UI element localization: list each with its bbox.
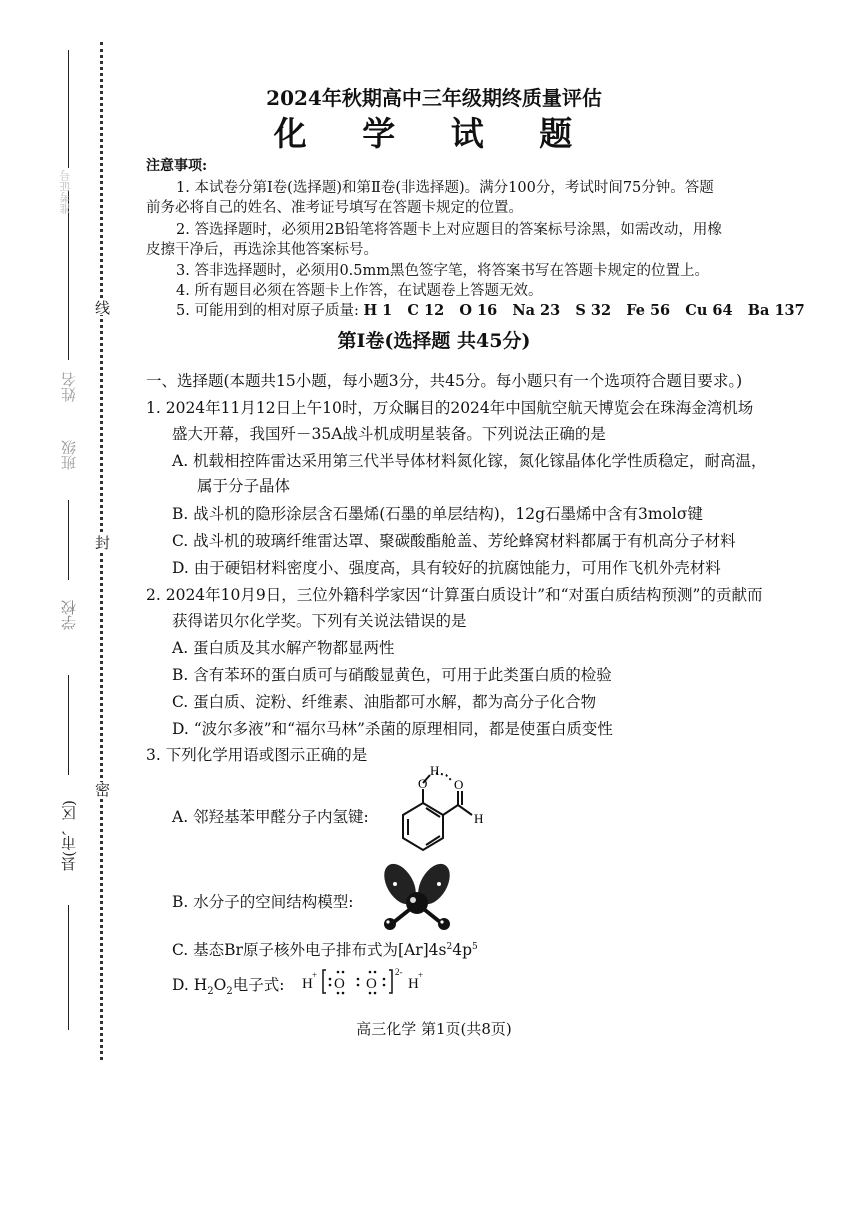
margin-line xyxy=(68,905,69,1030)
notice-item: 2. 答选择题时，必须用2B铅笔将答题卡上对应题目的答案标号涂黑，如需改动，用橡 xyxy=(176,222,722,238)
q3-d-text: 电子式: xyxy=(232,976,285,994)
notice-item: 4. 所有题目必须在答题卡上作答，在试题卷上答题无效。 xyxy=(176,283,543,299)
q1-option-b: B. 战斗机的隐形涂层含石墨烯(石墨的单层结构)，12g石墨烯中含有3molσ键 xyxy=(172,505,703,523)
q3-c-text: C. 基态Br原子核外电子排布式为[Ar]4s xyxy=(172,941,447,959)
notice-item: 1. 本试卷分第Ⅰ卷(选择题)和第Ⅱ卷(非选择题)。满分100分，考试时间75分钟。答题 xyxy=(176,180,714,196)
q3-option-c xyxy=(172,938,478,960)
q3-option-a: A. 邻羟基苯甲醛分子内氢键: xyxy=(172,808,369,826)
atom-o-carbonyl: O xyxy=(454,777,464,792)
field-school: 学校 xyxy=(60,600,78,630)
margin-line xyxy=(68,500,69,580)
field-county: 县(市、区) xyxy=(60,800,78,872)
atom-h-hydroxyl: H xyxy=(430,763,440,778)
q2-stem: 2. 2024年10月9日，三位外籍科学家因“计算蛋白质设计”和“对蛋白质结构预测”的贡献而 xyxy=(146,586,763,604)
seal-mi-char: 密 xyxy=(93,782,111,797)
plus-right: + xyxy=(418,970,424,980)
masses-values: H 1 C 12 O 16 Na 23 S 32 Fe 56 Cu 64 Ba 137 xyxy=(363,302,805,319)
h-left: H xyxy=(302,976,313,992)
q1-stem: 盛大开幕，我国歼－35A战斗机成明星装备。下列说法正确的是 xyxy=(172,425,606,443)
charge: 2- xyxy=(395,967,403,977)
o-left: O xyxy=(334,976,345,992)
q3-option-b: B. 水分子的空间结构模型: xyxy=(172,893,354,911)
q3-c-sup: 2 xyxy=(446,941,453,952)
bracket-right xyxy=(389,970,392,993)
q1-option-a: 属于分子晶体 xyxy=(197,477,291,495)
q2-option-a: A. 蛋白质及其水解产物都显两性 xyxy=(172,639,395,657)
exam-subtitle: 2024年秋期高中三年级期终质量评估 xyxy=(266,86,602,110)
salicylaldehyde-structure-figure xyxy=(388,763,498,863)
atom-h-aldehyde: H xyxy=(474,811,484,826)
q3-d-text: D. H xyxy=(172,976,208,994)
water-model-figure xyxy=(378,860,458,932)
q3-d-sub: 2 xyxy=(226,986,233,998)
margin-line xyxy=(68,675,69,775)
o-right: O xyxy=(366,976,377,992)
q2-option-b: B. 含有苯环的蛋白质可与硝酸显黄色，可用于此类蛋白质的检验 xyxy=(172,666,612,684)
q1-option-a: A. 机载相控阵雷达采用第三代半导体材料氮化镓，氮化镓晶体化学性质稳定，耐高温， xyxy=(172,452,767,470)
notice-item: 皮擦干净后，再选涂其他答案标号。 xyxy=(146,242,378,258)
q2-option-d: D. “波尔多液”和“福尔马林”杀菌的原理相同，都是使蛋白质变性 xyxy=(172,720,613,738)
notice-item: 3. 答非选择题时，必须用0.5mm黑色签字笔，将答案书写在答题卡规定的位置上。 xyxy=(176,263,709,279)
q3-stem: 3. 下列化学用语或图示正确的是 xyxy=(146,746,368,764)
h2o2-electron-formula xyxy=(300,962,440,998)
plus-left: + xyxy=(312,970,318,980)
atom-o-hydroxyl: O xyxy=(418,776,428,791)
notice-item-masses xyxy=(176,299,805,320)
q1-option-c: C. 战斗机的玻璃纤维雷达罩、聚碳酸酯舱盖、芳纶蜂窝材料都属于有机高分子材料 xyxy=(172,532,736,550)
h-right: H xyxy=(408,976,419,992)
q3-c-sup: 5 xyxy=(472,941,478,952)
q3-d-sub: 2 xyxy=(207,986,214,998)
notice-title: 注意事项: xyxy=(146,158,208,174)
q3-option-d xyxy=(172,973,284,997)
field-id: 准考证号 xyxy=(59,170,72,214)
bracket-left xyxy=(323,970,326,993)
q2-option-c: C. 蛋白质、淀粉、纤维素、油脂都可水解，都为高分子化合物 xyxy=(172,693,597,711)
binding-dotted-line xyxy=(100,42,103,1060)
page-footer: 高三化学 第1页(共8页) xyxy=(356,1020,512,1038)
q1-option-d: D. 由于硬铝材料密度小、强度高，具有较好的抗腐蚀能力，可用作飞机外壳材料 xyxy=(172,559,721,577)
field-class: 班级 xyxy=(60,440,78,470)
q2-stem: 获得诺贝尔化学奖。下列有关说法错误的是 xyxy=(172,612,467,630)
section-instructions: 一、选择题(本题共15小题，每小题3分，共45分。每小题只有一个选项符合题目要求。) xyxy=(146,372,743,390)
seal-feng-char: 封 xyxy=(93,535,111,550)
field-name: 姓名 xyxy=(60,372,78,402)
masses-label: 5. 可能用到的相对原子质量: xyxy=(176,303,359,319)
q3-d-text: O xyxy=(213,976,227,994)
notice-item: 前务必将自己的姓名、准考证号填写在答题卡规定的位置。 xyxy=(146,200,523,216)
q3-c-text: 4p xyxy=(452,941,473,959)
section-title: 第Ⅰ卷(选择题 共45分) xyxy=(337,330,531,352)
exam-title: 化 学 试 题 xyxy=(273,114,595,153)
seal-line-char: 线 xyxy=(93,300,111,315)
q1-stem: 1. 2024年11月12日上午10时，万众瞩目的2024年中国航空航天博览会在珠海金湾机场 xyxy=(146,399,754,417)
